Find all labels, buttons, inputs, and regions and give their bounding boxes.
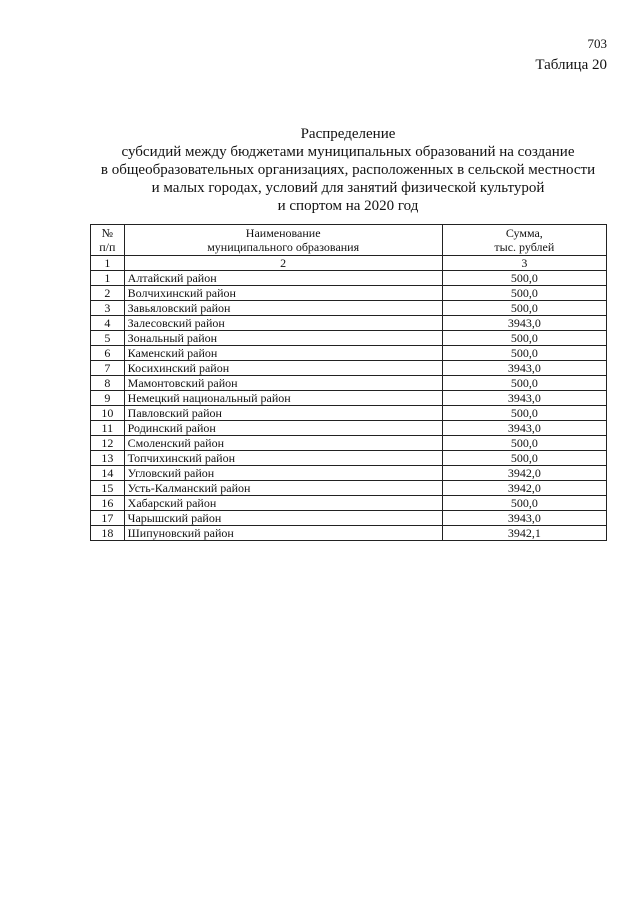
table-row [91,301,607,316]
subsidy-amount: 500,0 [442,331,606,346]
row-number: 13 [91,451,125,466]
page-number: 703 [587,36,607,51]
table-row [91,316,607,331]
table-row [91,391,607,406]
subsidy-amount: 500,0 [442,496,606,511]
header-num-line: п/п [99,240,116,254]
subsidy-amount: 3943,0 [442,316,606,331]
table-row [91,436,607,451]
row-number: 9 [91,391,125,406]
column-index: 1 [91,256,125,271]
row-number: 15 [91,481,125,496]
column-index: 3 [442,256,606,271]
subsidy-amount: 3942,0 [442,481,606,496]
row-number: 7 [91,361,125,376]
subsidy-amount: 500,0 [442,346,606,361]
row-number: 14 [91,466,125,481]
district-name: Зональный район [124,331,442,346]
row-number: 6 [91,346,125,361]
table-row [91,451,607,466]
table-row [91,331,607,346]
header-name-line: муниципального образования [207,240,360,254]
subsidy-amount: 500,0 [442,286,606,301]
district-name: Смоленский район [124,436,442,451]
subsidy-amount: 3942,1 [442,526,606,541]
row-number: 17 [91,511,125,526]
district-name: Шипуновский район [124,526,442,541]
column-index: 2 [124,256,442,271]
district-name: Топчихинский район [124,451,442,466]
subsidy-amount: 3943,0 [442,511,606,526]
subsidy-amount: 3943,0 [442,361,606,376]
header-sum [442,225,606,256]
table-row [91,526,607,541]
district-name: Алтайский район [124,271,442,286]
subsidy-amount: 500,0 [442,271,606,286]
table-row [91,421,607,436]
column-index-row [91,256,607,271]
title-line: в общеобразовательных организациях, расположенных в сельской местности [100,162,596,178]
subsidy-amount: 3943,0 [442,391,606,406]
subsidy-amount: 500,0 [442,301,606,316]
document-title [90,125,606,215]
district-name: Немецкий национальный район [124,391,442,406]
table-row [91,466,607,481]
table-row [91,511,607,526]
district-name: Усть-Калманский район [124,481,442,496]
header-num [91,225,125,256]
table-label: Таблица 20 [535,57,607,73]
title-line: субсидий между бюджетами муниципальных образований на создание [121,144,575,160]
row-number: 4 [91,316,125,331]
district-name: Павловский район [124,406,442,421]
title-line: Распределение [300,126,396,142]
header-sum-line: тыс. рублей [494,240,555,254]
subsidy-amount: 3942,0 [442,466,606,481]
table-header-row [91,225,607,256]
header-name [124,225,442,256]
district-name: Завьяловский район [124,301,442,316]
row-number: 10 [91,406,125,421]
subsidy-amount: 500,0 [442,436,606,451]
district-name: Мамонтовский район [124,376,442,391]
table-row [91,406,607,421]
row-number: 2 [91,286,125,301]
district-name: Косихинский район [124,361,442,376]
row-number: 8 [91,376,125,391]
row-number: 11 [91,421,125,436]
table-row [91,481,607,496]
row-number: 1 [91,271,125,286]
subsidy-amount: 500,0 [442,376,606,391]
district-name: Угловский район [124,466,442,481]
row-number: 3 [91,301,125,316]
header-name-line: Наименование [245,226,321,240]
row-number: 18 [91,526,125,541]
district-name: Чарышский район [124,511,442,526]
table-row [91,376,607,391]
district-name: Хабарский район [124,496,442,511]
district-name: Залесовский район [124,316,442,331]
subsidy-amount: 500,0 [442,406,606,421]
header-sum-line: Сумма, [505,226,543,240]
table-row [91,286,607,301]
district-name: Каменский район [124,346,442,361]
district-name: Родинский район [124,421,442,436]
subsidy-table [90,224,607,541]
row-number: 16 [91,496,125,511]
table-row [91,361,607,376]
header-num-line: № [101,226,114,240]
row-number: 12 [91,436,125,451]
subsidy-amount: 500,0 [442,451,606,466]
district-name: Волчихинский район [124,286,442,301]
table-row [91,496,607,511]
table-row [91,271,607,286]
title-line: и спортом на 2020 год [277,198,419,214]
title-line: и малых городах, условий для занятий физической культурой [151,180,545,196]
table-row [91,346,607,361]
row-number: 5 [91,331,125,346]
subsidy-amount: 3943,0 [442,421,606,436]
